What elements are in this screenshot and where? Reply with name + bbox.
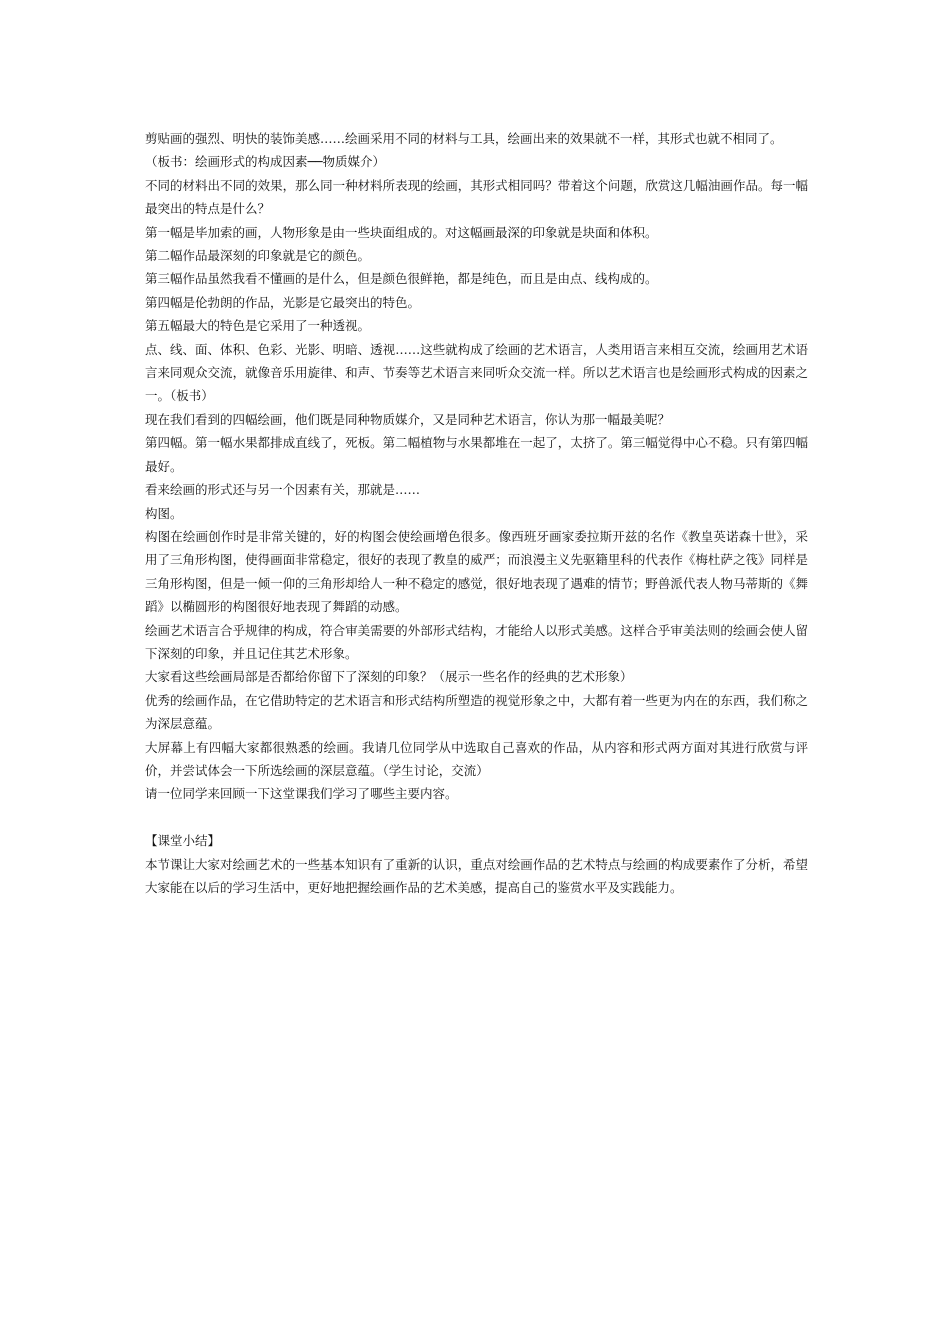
paragraph: 第三幅作品虽然我看不懂画的是什么，但是颜色很鲜艳，都是纯色，而且是由点、线构成的。 <box>145 271 658 287</box>
paragraph: 大家看这些绘画局部是否都给你留下了深刻的印象？（展示一些名作的经典的艺术形象） <box>145 669 633 685</box>
paragraph: 绘画艺术语言合乎规律的构成，符合审美需要的外部形式结构，才能给人以形式美感。这样合乎审美法则的绘画会使人留下深刻的印象，并且记住其艺术形象。 <box>145 622 808 661</box>
paragraph: 第一幅是毕加索的画，人物形象是由一些块面组成的。对这幅画最深的印象就是块面和体积。 <box>145 224 658 240</box>
document-body <box>145 127 808 899</box>
paragraph: 优秀的绘画作品，在它借助特定的艺术语言和形式结构所塑造的视觉形象之中，大都有着一些更为内在的东西，我们称之为深层意蕴。 <box>145 692 808 732</box>
summary-paragraph: 本节课让大家对绘画艺术的一些基本知识有了重新的认识，重点对绘画作品的艺术特点与绘画的构成要素作了分析，希望大家能在以后的学习生活中，更好地把握绘画作品的艺术美感，提高自己的鉴赏水平及实践能力。 <box>145 856 808 895</box>
paragraph: 现在我们看到的四幅绘画，他们既是同种物质媒介，又是同种艺术语言，你认为那一幅最美呢？ <box>145 411 671 427</box>
paragraph: 第四幅。第一幅水果都排成直线了，死板。第二幅植物与水果都堆在一起了，太挤了。第三幅觉得中心不稳。只有第四幅最好。 <box>145 435 808 474</box>
paragraph: （板书：绘画形式的构成因素──物质媒介） <box>145 154 386 170</box>
paragraph: 剪贴画的强烈、明快的装饰美感……绘画采用不同的材料与工具，绘画出来的效果就不一样，其形式也就不相同了。 <box>145 131 783 146</box>
paragraph: 请一位同学来回顾一下这堂课我们学习了哪些主要内容。 <box>145 786 458 802</box>
summary-heading: 【课堂小结】 <box>145 833 221 849</box>
paragraph: 看来绘画的形式还与另一个因素有关，那就是…… <box>145 482 421 498</box>
paragraph: 点、线、面、体积、色彩、光影、明暗、透视……这些就构成了绘画的艺术语言，人类用语言来相互交流，绘画用艺术语言来同观众交流，就像音乐用旋律、和声、节奏等艺术语言来同听众交流一样。所以艺术语言也是绘画形式构成的因素之一。（板书） <box>145 341 808 404</box>
paragraph: 不同的材料出不同的效果，那么同一种材料所表现的绘画，其形式相同吗？带着这个问题，欣赏这几幅油画作品。每一幅最突出的特点是什么？ <box>145 177 808 217</box>
paragraph: 构图。 <box>145 505 183 521</box>
paragraph: 大屏幕上有四幅大家都很熟悉的绘画。我请几位同学从中选取自己喜欢的作品，从内容和形式两方面对其进行欣赏与评价，并尝试体会一下所选绘画的深层意蕴。（学生讨论，交流） <box>145 739 808 778</box>
paragraph: 第四幅是伦勃朗的作品，光影是它最突出的特色。 <box>145 294 421 310</box>
blank-line <box>145 806 808 829</box>
paragraph: 第五幅最大的特色是它采用了一种透视。 <box>145 318 371 334</box>
paragraph: 构图在绘画创作时是非常关键的，好的构图会使绘画增色很多。像西班牙画家委拉斯开兹的名作《教皇英诺森十世》，采用了三角形构图，使得画面非常稳定，很好的表现了教皇的威严；而浪漫主义先驱籍里科的代表作《梅杜萨之筏》同样是三角形构图，但是一倾一仰的三角形却给人一种不稳定的感觉，很好地表现了遇难的情节；野兽派代表人物马蒂斯的《舞蹈》以椭圆形的构图很好地表现了舞蹈的动感。 <box>145 528 808 615</box>
paragraph: 第二幅作品最深刻的印象就是它的颜色。 <box>145 248 371 264</box>
